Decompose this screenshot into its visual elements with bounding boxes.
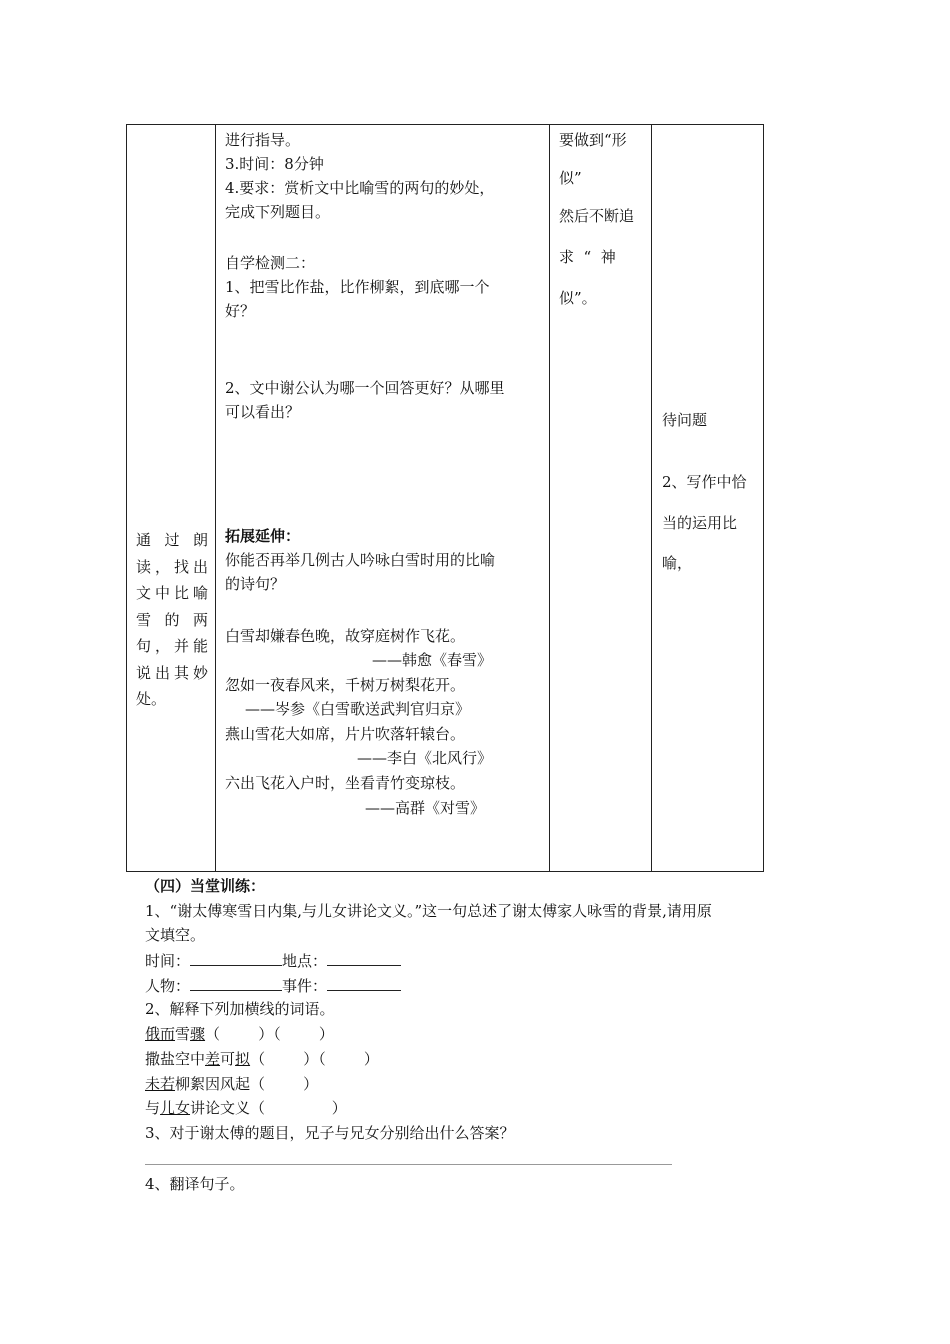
word-item-1 (145, 1023, 334, 1045)
underlined-word: 俄而 (145, 1025, 176, 1043)
person-label: 人物： (145, 977, 191, 995)
objective-line: 处。 (136, 690, 167, 708)
poem-source: ——李白《北风行》 (357, 749, 493, 767)
objective-line: 文中比喻 (136, 584, 208, 602)
place-label: 地点： (282, 952, 328, 970)
activity-cell (216, 125, 550, 872)
intent-line: 要做到“形 (559, 131, 627, 149)
answer-line[interactable] (145, 1164, 672, 1165)
self-test-heading: 自学检测二： (225, 254, 316, 272)
intent-cell (550, 125, 652, 872)
place-blank[interactable] (327, 949, 401, 966)
word-text: 讲论文义（ ） (190, 1099, 347, 1117)
extension-line: 你能否再举几例古人吟咏白雪时用的比喻 (225, 551, 496, 569)
question-line: 好？ (225, 302, 256, 320)
intent-line: 似” (559, 169, 582, 187)
lesson-table (126, 124, 764, 872)
intent-line: 似”。 (559, 289, 597, 307)
word-text: 柳絮因风起（ ） (175, 1075, 319, 1093)
question-3: 3、对于谢太傅的题目，兄子与兄女分别给出什么答案？ (145, 1124, 515, 1142)
word-text: 可 (220, 1050, 236, 1068)
underlined-word: 骤 (190, 1025, 206, 1043)
underlined-word: 儿女 (160, 1099, 191, 1117)
question-4: 4、翻译句子。 (145, 1175, 245, 1193)
extension-heading: 拓展延伸： (225, 527, 301, 545)
question-line: 2、文中谢公认为哪一个回答更好？从哪里 (225, 379, 505, 397)
objective-line: 读，找出 (136, 557, 208, 576)
underlined-word: 未若 (145, 1075, 176, 1093)
person-blank[interactable] (190, 974, 282, 991)
answer-parens: （ ）（ ） (250, 1050, 379, 1068)
question-1: 1、“谢太傅寒雪日内集,与儿女讲论文义。”这一句总述了谢太傅家人咏雪的背景,请用原 (145, 902, 712, 920)
objective-line: 句，并能 (136, 637, 208, 655)
notes-cell (652, 125, 764, 872)
notes-line: 2、写作中恰 (662, 473, 747, 491)
word-item-4 (145, 1097, 347, 1119)
poem-source: ——高群《对雪》 (365, 799, 486, 817)
objective-line: 通 过 朗 (136, 531, 208, 549)
activity-line: 3.时间：8分钟 (225, 155, 324, 173)
word-text: 雪 (175, 1025, 191, 1043)
poem-line: 白雪却嫌春色晚，故穿庭树作飞花。 (225, 627, 466, 645)
underlined-word: 拟 (235, 1050, 251, 1068)
question-2: 2、解释下列加横线的词语。 (145, 1000, 335, 1018)
objective-text (136, 527, 208, 713)
event-label: 事件： (282, 977, 328, 995)
objective-line: 雪 的 两 (136, 610, 208, 629)
activity-line: 完成下列题目。 (225, 203, 331, 221)
word-item-2 (145, 1048, 379, 1070)
objective-cell (127, 125, 216, 872)
practice-heading: （四）当堂训练： (145, 877, 266, 895)
poem-line: 忽如一夜春风来，千树万树梨花开。 (225, 676, 466, 694)
question-line: 可以看出？ (225, 403, 301, 421)
fill-row-1 (145, 949, 401, 972)
poem-source: ——岑参《白雪歌送武判官归京》 (245, 700, 471, 718)
question-1-cont: 文填空。 (145, 926, 206, 944)
time-blank[interactable] (190, 949, 282, 966)
notes-line: 待问题 (662, 411, 708, 429)
poem-line: 燕山雪花大如席，片片吹落轩辕台。 (225, 725, 466, 743)
underlined-word: 差 (205, 1050, 221, 1068)
activity-line: 4.要求：赏析文中比喻雪的两句的妙处， (225, 179, 495, 197)
intent-line: 然后不断追 (559, 207, 635, 225)
intent-line: 求 “ 神 (559, 248, 616, 266)
notes-line: 当的运用比 (662, 514, 738, 532)
word-text: 撒盐空中 (145, 1050, 206, 1068)
event-blank[interactable] (327, 974, 401, 991)
word-item-3 (145, 1073, 318, 1095)
poem-source: ——韩愈《春雪》 (372, 651, 493, 669)
answer-parens: （ ）（ ） (205, 1025, 334, 1043)
activity-line: 进行指导。 (225, 131, 301, 149)
extension-line: 的诗句？ (225, 575, 286, 593)
word-text: 与 (145, 1099, 161, 1117)
fill-row-2 (145, 974, 401, 997)
objective-line: 说出其妙 (136, 663, 208, 682)
notes-line: 喻， (662, 554, 693, 572)
poem-line: 六出飞花入户时，坐看青竹变琼枝。 (225, 774, 466, 792)
time-label: 时间： (145, 952, 191, 970)
question-line: 1、把雪比作盐，比作柳絮，到底哪一个 (225, 278, 490, 296)
